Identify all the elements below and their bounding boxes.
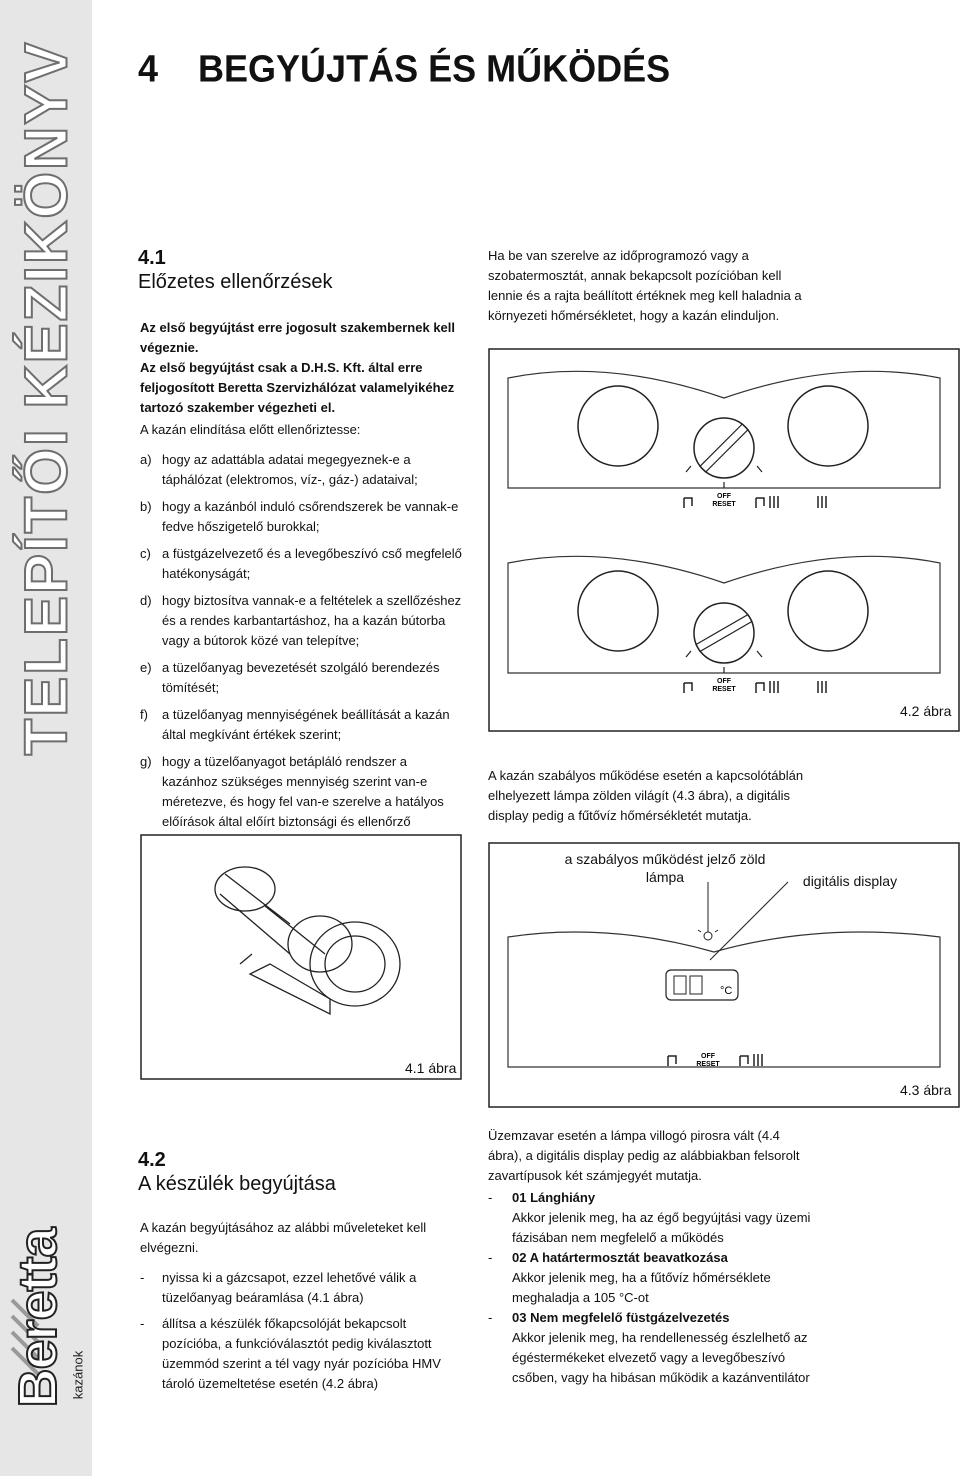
figure-caption-4-1: 4.1 ábra xyxy=(405,1060,457,1076)
warning-line: Az első begyújtást erre jogosult szakembernek kell végeznie. xyxy=(140,320,456,355)
error-codes xyxy=(488,1126,812,1388)
section-title: Előzetes ellenőrzések xyxy=(138,271,333,293)
dash: - xyxy=(140,1316,145,1331)
item-label: a) xyxy=(140,452,152,467)
section-2-body xyxy=(140,1218,462,1394)
beretta-logo xyxy=(0,1200,92,1430)
error-item: - 03 Nem megfelelő füstgázelvezetés Akkor jelenik meg, ha rendellenesség észlelhető az égéstermékeket elvezető vagy a levegőbeszívó csőben, vagy ha hibásan működik a kazánventilátor xyxy=(488,1308,812,1388)
item-text: hogy az adattábla adatai megegyeznek-e a táphálózat (elektromos, víz-, gáz-) adataival; xyxy=(162,452,418,487)
vertical-title: TELEPÍTŐI KÉZIKÖNYV xyxy=(12,40,80,756)
item-label: d) xyxy=(140,593,152,608)
check-list xyxy=(140,450,462,852)
list-item xyxy=(140,658,462,698)
warning-line: Az első begyújtást csak a D.H.S. Kft. által erre feljogosított Beretta Szervizhálózat valamelyikéhez tartozó szakember végezheti el. xyxy=(140,360,455,415)
off-label: OFF xyxy=(701,1053,715,1060)
error-item: - 01 Lánghiány Akkor jelenik meg, ha az égő begyújtási vagy üzemi fázisában nem megfelelő a működés xyxy=(488,1188,812,1248)
list-item xyxy=(140,591,462,651)
sidebar xyxy=(0,0,92,1476)
reset-label: RESET xyxy=(712,501,736,508)
timer-note xyxy=(488,246,812,326)
dash: - xyxy=(140,1270,145,1285)
section-number: 4.1 xyxy=(138,247,166,269)
intro-text: A kazán begyújtásához az alábbi műveleteket kell elvégezni. xyxy=(140,1220,427,1255)
list-item xyxy=(140,1314,462,1394)
item-label: f) xyxy=(140,707,148,722)
item-text: hogy biztosítva vannak-e a feltételek a szellőzéshez és a rendes karbantartáshoz, ha a kazán bútorba vagy a bútorok közé van telepítve; xyxy=(162,593,462,648)
error-code: 03 Nem megfelelő füstgázelvezetés xyxy=(512,1310,730,1325)
gas-valve-figure-4-1 xyxy=(140,834,462,1082)
steps-list xyxy=(140,1268,462,1394)
item-label: b) xyxy=(140,499,152,514)
error-desc: Akkor jelenik meg, ha az égő begyújtási vagy üzemi fázisában nem megfelelő a működés xyxy=(512,1210,811,1245)
display-annotation: digitális display xyxy=(802,873,898,889)
list-item xyxy=(140,450,462,490)
item-text: hogy a kazánból induló csőrendszerek be vannak-e fedve hőszigetelő burokkal; xyxy=(162,499,459,534)
normal-operation-text: A kazán szabályos működése esetén a kapcsolótáblán elhelyezett lámpa zölden világít (4.3 ábra), a digitális display pedig a fűtővíz hőmérsékletét mutatja. xyxy=(488,768,804,823)
item-text: nyissa ki a gázcsapot, ezzel lehetővé válik a tüzelőanyag beáramlása (4.1 ábra) xyxy=(162,1270,417,1305)
item-label: e) xyxy=(140,660,152,675)
error-desc: Akkor jelenik meg, ha a fűtővíz hőmérséklete meghaladja a 105 °C-ot xyxy=(512,1270,771,1305)
intro-text: A kazán elindítása előtt ellenőriztesse: xyxy=(140,422,361,437)
logo-wordmark: Beretta xyxy=(8,1228,68,1408)
reset-label: RESET xyxy=(712,686,736,693)
reset-label: RESET xyxy=(696,1061,720,1068)
section-1-body xyxy=(140,318,462,852)
item-text: a füstgázelvezető és a levegőbeszívó cső megfelelő hatékonyságát; xyxy=(162,546,462,581)
section-number: 4.2 xyxy=(138,1149,166,1171)
off-label: OFF xyxy=(717,493,731,500)
chapter-number: 4 xyxy=(138,46,159,90)
section-title: A készülék begyújtása xyxy=(138,1173,336,1195)
error-item: - 02 A határtermosztát beavatkozása Akkor jelenik meg, ha a fűtővíz hőmérséklete meghaladja a 105 °C-ot xyxy=(488,1248,812,1308)
section-heading-4-2 xyxy=(138,1148,336,1196)
normal-operation-note xyxy=(488,766,812,826)
item-label: c) xyxy=(140,546,151,561)
logo-subtitle: kazánok xyxy=(70,1350,86,1400)
item-label: g) xyxy=(140,754,152,769)
green-lamp-annotation: a szabályos működést jelző zöld lámpa xyxy=(564,851,766,885)
celsius-label: °C xyxy=(720,985,733,997)
page-title xyxy=(138,47,670,91)
error-code: 01 Lánghiány xyxy=(512,1190,596,1205)
error-intro: Üzemzavar esetén a lámpa villogó pirosra vált (4.4 ábra), a digitális display pedig az alábbiakban felsorolt zavartípusok két számjegyét mutatja. xyxy=(488,1128,800,1183)
item-text: a tüzelőanyag bevezetését szolgáló berendezés tömítését; xyxy=(162,660,440,695)
list-item xyxy=(140,544,462,584)
off-label: OFF xyxy=(717,678,731,685)
error-code: 02 A határtermosztát beavatkozása xyxy=(512,1250,728,1265)
figure-caption-4-3: 4.3 ábra xyxy=(900,1082,952,1098)
section-heading-4-1 xyxy=(138,246,333,294)
control-panel-figure-4-2 xyxy=(488,348,960,732)
item-text: állítsa a készülék főkapcsolóját bekapcsolt pozícióba, a funkcióválasztót pedig kiválasztott üzemmód szerint a tél vagy nyár pozícióba HMV tároló üzemeltetése esetén (4.2 ábra) xyxy=(162,1316,441,1391)
list-item xyxy=(140,705,462,745)
chapter-title: BEGYÚJTÁS ÉS MŰKÖDÉS xyxy=(198,46,671,90)
timer-note-text: Ha be van szerelve az időprogramozó vagy a szobatermosztát, annak bekapcsolt pozícióban kell lennie és a rajta beállított értéknek meg kell haladnia a környezeti hőmérsékletet, hogy a kazán elinduljon. xyxy=(488,248,802,323)
list-item xyxy=(140,1268,462,1308)
error-list xyxy=(488,1188,812,1388)
item-text: hogy a tüzelőanyagot betápláló rendszer a kazánhoz szükséges mennyiség szerint van-e méretezve, és hogy fel van-e szerelve a hatályos előírások által előírt biztonsági és ellenőrző xyxy=(162,754,444,829)
figure-caption-4-2: 4.2 ábra xyxy=(900,703,952,719)
error-desc: Akkor jelenik meg, ha rendellenesség észlelhető az égéstermékeket elvezető vagy a levegőbeszívó csőben, vagy ha hibásan működik a kazánventilátor xyxy=(512,1330,810,1385)
list-item xyxy=(140,497,462,537)
item-text: a tüzelőanyag mennyiségének beállítását a kazán által megkívánt értékek szerint; xyxy=(162,707,450,742)
